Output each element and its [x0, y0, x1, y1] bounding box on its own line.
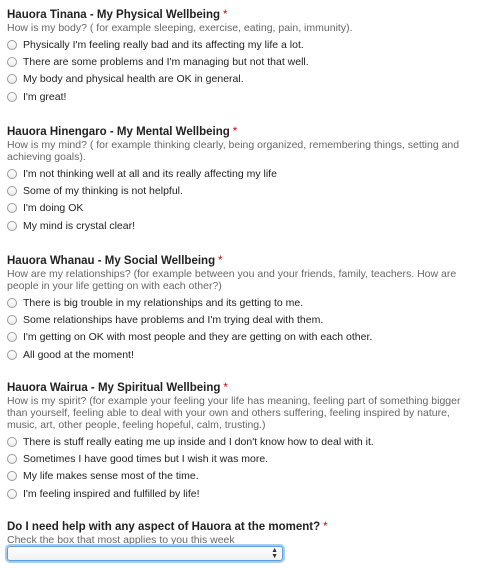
radio-option-mental-3[interactable]: I'm doing OK	[7, 200, 477, 217]
radio-button[interactable]	[7, 169, 17, 179]
section-physical-wellbeing	[7, 8, 477, 105]
section-spiritual-wellbeing	[7, 381, 477, 502]
radio-group-physical	[7, 36, 477, 105]
radio-button[interactable]	[7, 57, 17, 67]
select-arrows-icon: ▲ ▼	[271, 547, 278, 560]
radio-button[interactable]	[7, 350, 17, 360]
required-mark: *	[323, 521, 328, 533]
radio-button[interactable]	[7, 332, 17, 342]
required-mark: *	[223, 9, 228, 21]
radio-button[interactable]	[7, 298, 17, 308]
radio-button[interactable]	[7, 203, 17, 213]
radio-option-mental-4[interactable]: My mind is crystal clear!	[7, 217, 477, 234]
radio-group-mental	[7, 165, 477, 234]
required-mark: *	[218, 255, 223, 267]
required-mark: *	[232, 126, 238, 138]
section-social-wellbeing	[7, 254, 477, 363]
radio-option-physical-3[interactable]: My body and physical health are OK in general.	[7, 71, 477, 88]
radio-option-social-3[interactable]: I'm getting on OK with most people and they are getting on with each other.	[7, 329, 477, 346]
section-description: How is my spirit? (for example your feeling your life has meaning, feeling part of something bigger than yourself, feeling able to deal with your own and others suffering, feeling inspired by nature, music, art, other people, feeling hopeful, calm, trusting.)	[7, 395, 461, 431]
radio-option-physical-1[interactable]: Physically I'm feeling really bad and its affecting my life a lot.	[7, 36, 477, 53]
radio-button[interactable]	[7, 74, 17, 84]
radio-button[interactable]	[7, 471, 17, 481]
section-description: How is my body? ( for example sleeping, exercise, eating, pain, immunity).	[7, 22, 353, 34]
radio-button[interactable]	[7, 315, 17, 325]
section-description: How are my relationships? (for example between you and your friends, family, teachers. How are people in your life getting on with each other?)	[7, 268, 457, 292]
radio-button[interactable]	[7, 40, 17, 50]
section-title: Hauora Hinengaro - My Mental Wellbeing *	[7, 126, 238, 138]
radio-button[interactable]	[7, 454, 17, 464]
radio-option-mental-1[interactable]: I'm not thinking well at all and its really affecting my life	[7, 165, 477, 182]
section-description: How is my mind? ( for example thinking clearly, being organized, remembering things, setting and achieving goals).	[7, 139, 460, 163]
required-mark: *	[223, 382, 228, 394]
section-mental-wellbeing	[7, 125, 477, 234]
radio-option-physical-2[interactable]: There are some problems and I'm managing but not that well.	[7, 53, 477, 70]
radio-option-spiritual-1[interactable]: There is stuff really eating me up inside and I don't know how to deal with it.	[7, 433, 477, 450]
radio-option-mental-2[interactable]: Some of my thinking is not helpful.	[7, 182, 477, 199]
radio-option-spiritual-4[interactable]: I'm feeling inspired and fulfilled by life!	[7, 485, 477, 502]
section-help	[7, 520, 477, 546]
radio-option-social-1[interactable]: There is big trouble in my relationships and its getting to me.	[7, 294, 477, 311]
radio-option-social-4[interactable]: All good at the moment!	[7, 346, 477, 363]
section-title: Do I need help with any aspect of Hauora at the moment? *	[7, 521, 328, 533]
section-title: Hauora Wairua - My Spiritual Wellbeing *	[7, 382, 228, 394]
select-value	[8, 552, 12, 563]
radio-button[interactable]	[7, 221, 17, 231]
help-select-dropdown[interactable]	[7, 546, 283, 561]
radio-option-spiritual-3[interactable]: My life makes sense most of the time.	[7, 468, 477, 485]
radio-option-social-2[interactable]: Some relationships have problems and I'm trying deal with them.	[7, 311, 477, 328]
section-description: Check the box that most applies to you this week	[7, 534, 235, 546]
radio-option-physical-4[interactable]: I'm great!	[7, 88, 477, 105]
section-title: Hauora Tinana - My Physical Wellbeing *	[7, 9, 228, 21]
section-title: Hauora Whanau - My Social Wellbeing *	[7, 255, 223, 267]
radio-button[interactable]	[7, 92, 17, 102]
radio-button[interactable]	[7, 437, 17, 447]
radio-group-spiritual	[7, 433, 477, 502]
radio-button[interactable]	[7, 489, 17, 499]
radio-option-spiritual-2[interactable]: Sometimes I have good times but I wish it was more.	[7, 450, 477, 467]
radio-group-social	[7, 294, 477, 363]
radio-button[interactable]	[7, 186, 17, 196]
